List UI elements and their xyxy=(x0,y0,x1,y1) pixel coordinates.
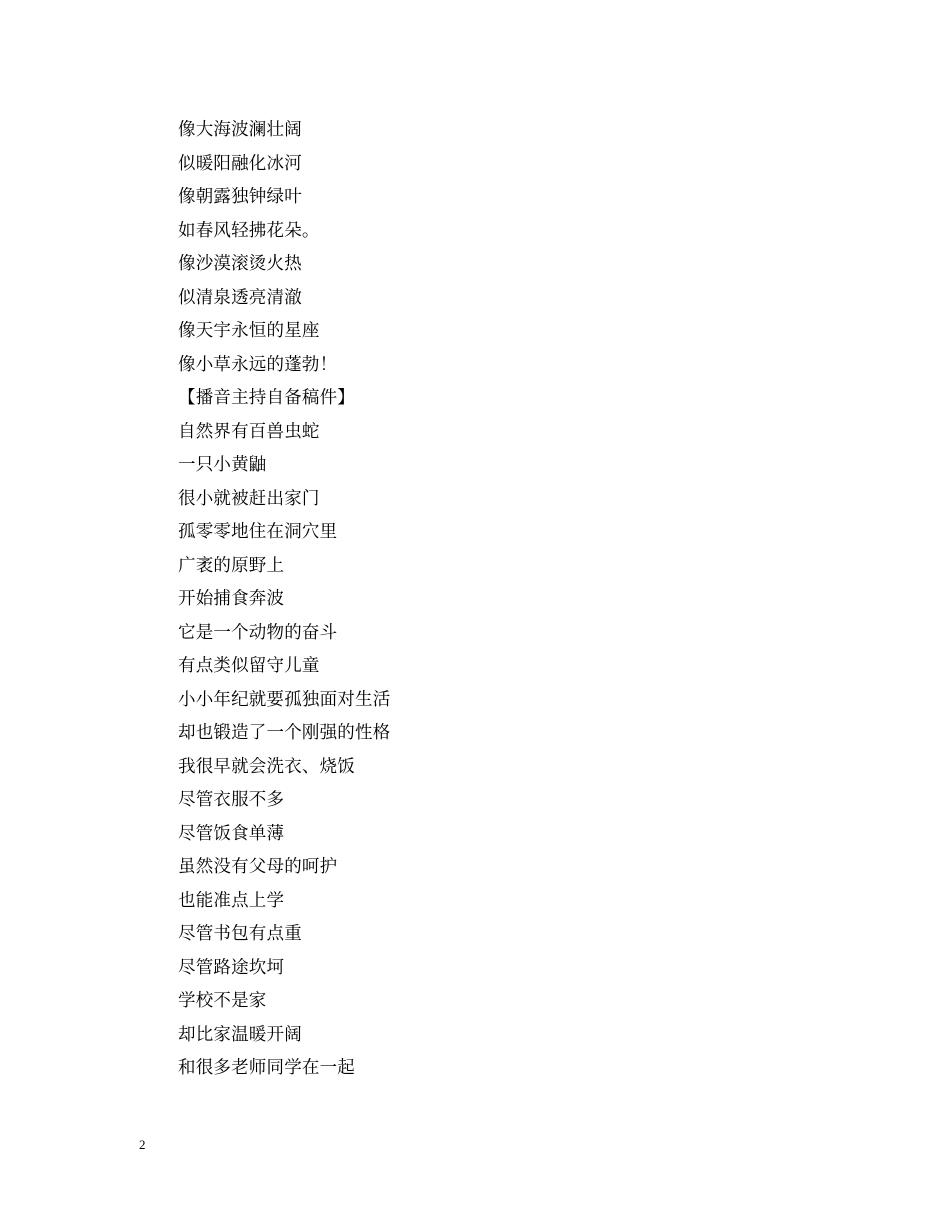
text-line: 一只小黄鼬 xyxy=(178,455,267,475)
text-line: 开始捕食奔波 xyxy=(178,589,285,609)
poem-text xyxy=(178,116,778,1088)
text-line: 似暖阳融化冰河 xyxy=(178,153,302,174)
text-line: 尽管饭食单薄 xyxy=(178,823,285,844)
text-line: 学校不是家 xyxy=(178,991,267,1011)
page-number: 2 xyxy=(139,1137,146,1152)
text-line: 似清泉透亮清澈 xyxy=(178,287,302,308)
text-line: 却比家温暖开阔 xyxy=(178,1024,302,1045)
text-line: 广袤的原野上 xyxy=(178,555,285,576)
section-heading: 【播音主持自备稿件】 xyxy=(178,388,355,408)
text-line: 虽然没有父母的呵护 xyxy=(178,857,338,877)
text-line: 我很早就会洗衣、烧饭 xyxy=(178,756,355,777)
text-line: 它是一个动物的奋斗 xyxy=(178,622,338,643)
text-line: 像大海波澜壮阔 xyxy=(178,120,302,140)
text-line: 如春风轻拂花朵。 xyxy=(178,220,320,241)
text-line: 像朝露独钟绿叶 xyxy=(178,187,302,207)
text-line: 小小年纪就要孤独面对生活 xyxy=(178,689,391,710)
text-line: 自然界有百兽虫蛇 xyxy=(178,421,320,442)
text-line: 和很多老师同学在一起 xyxy=(178,1058,355,1078)
text-line: 有点类似留守儿童 xyxy=(178,656,320,676)
text-line: 孤零零地住在洞穴里 xyxy=(178,522,338,542)
text-line: 也能准点上学 xyxy=(178,890,285,911)
text-line: 尽管路途坎坷 xyxy=(178,957,285,978)
text-line: 很小就被赶出家门 xyxy=(178,488,320,509)
text-line: 像天宇永恒的星座 xyxy=(178,321,320,341)
text-line: 却也锻造了一个刚强的性格 xyxy=(178,723,391,743)
text-line: 像小草永远的蓬勃！ xyxy=(178,354,338,375)
text-line: 尽管书包有点重 xyxy=(178,924,302,944)
text-line: 尽管衣服不多 xyxy=(178,790,285,810)
text-line: 像沙漠滚烫火热 xyxy=(178,254,302,274)
